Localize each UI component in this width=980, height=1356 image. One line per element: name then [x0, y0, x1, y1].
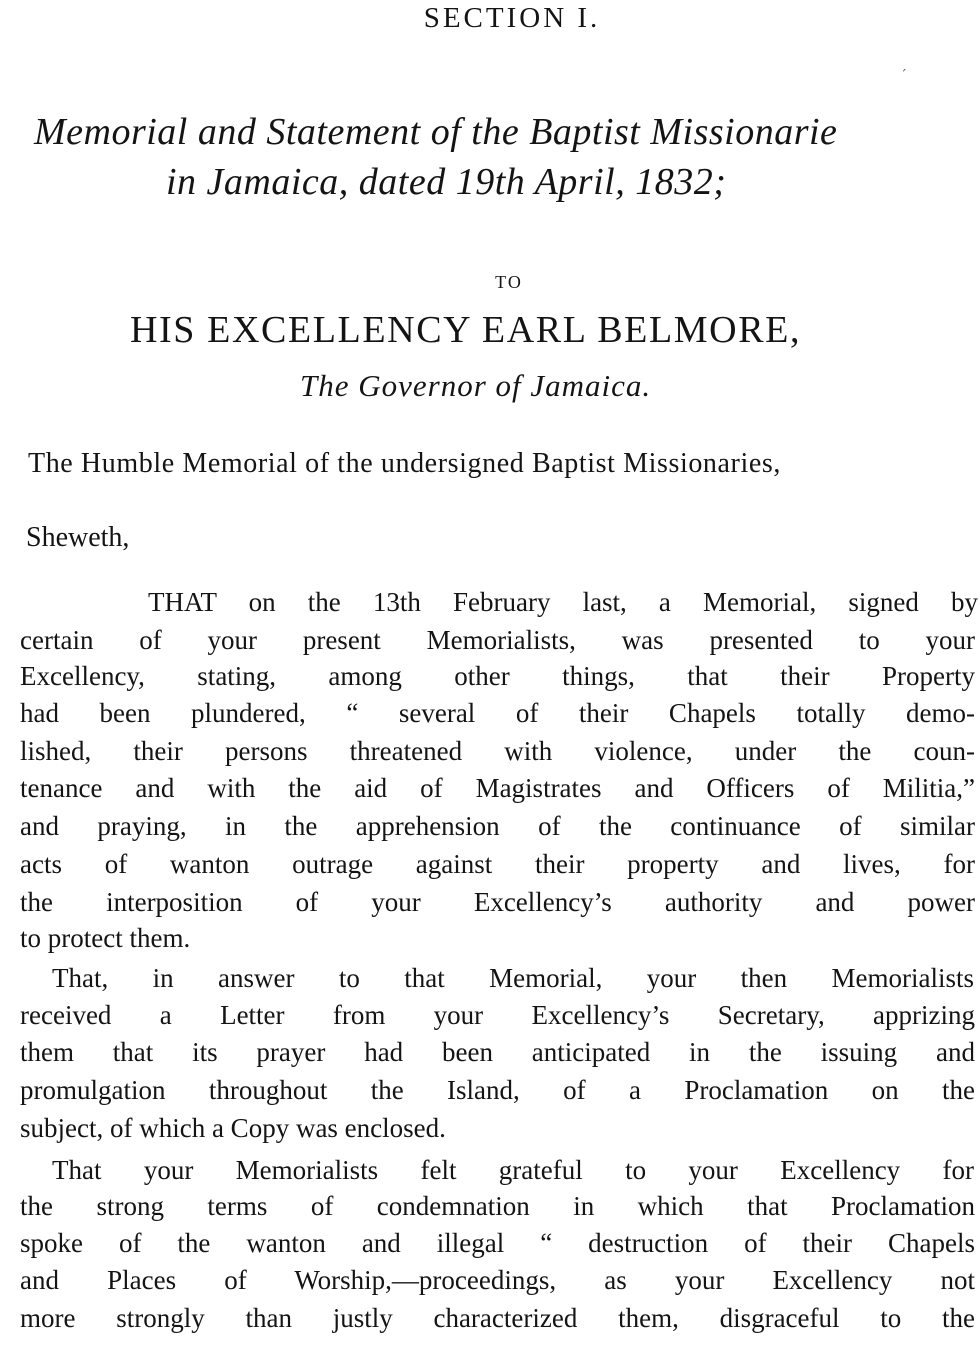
body-line: had been plundered, “ several of their Chapels totally demo-: [20, 698, 975, 728]
body-line: and Places of Worship,—proceedings, as your Excellency not: [20, 1265, 975, 1295]
title-line-1: Memorial and Statement of the Baptist Missionarie: [34, 111, 838, 153]
body-line: acts of wanton outrage against their property and lives, for: [20, 849, 975, 879]
body-line: subject, of which a Copy was enclosed.: [20, 1113, 446, 1143]
stray-ink-mark: ˊ: [900, 68, 907, 84]
body-line: tenance and with the aid of Magistrates and Officers of Militia,”: [20, 773, 975, 803]
governor-subheading: The Governor of Jamaica.: [300, 368, 652, 403]
body-line: certain of your present Memorialists, was presented to your: [20, 625, 975, 655]
section-heading: SECTION I.: [423, 2, 601, 34]
body-line: them that its prayer had been anticipated in the issuing and: [20, 1037, 975, 1067]
body-line: lished, their persons threatened with violence, under the coun-: [20, 736, 975, 766]
body-line: Excellency, stating, among other things, that their Property: [20, 661, 975, 691]
body-line: the strong terms of condemnation in which that Proclamation: [20, 1191, 975, 1221]
body-line: That your Memorialists felt grateful to your Excellency for: [52, 1155, 974, 1185]
to-label: TO: [495, 272, 523, 292]
sheweth-label: Sheweth,: [26, 522, 130, 553]
body-line: and praying, in the apprehension of the continuance of similar: [20, 811, 975, 841]
body-line: That, in answer to that Memorial, your then Memorialists: [52, 963, 974, 993]
body-line: more strongly than justly characterized them, disgraceful to the: [20, 1303, 975, 1333]
body-line: spoke of the wanton and illegal “ destruction of their Chapels: [20, 1228, 975, 1258]
body-line: received a Letter from your Excellency’s Secretary, apprizing: [20, 1000, 975, 1030]
body-line: promulgation throughout the Island, of a Proclamation on the: [20, 1075, 975, 1105]
body-line: the interposition of your Excellency’s authority and power: [20, 887, 975, 917]
body-line: to protect them.: [20, 923, 191, 953]
memorial-intro: The Humble Memorial of the undersigned Baptist Missionaries,: [28, 448, 781, 479]
body-line: THAT on the 13th February last, a Memorial, signed by: [148, 587, 978, 617]
addressee-heading: HIS EXCELLENCY EARL BELMORE,: [130, 309, 802, 351]
title-line-2: in Jamaica, dated 19th April, 1832;: [166, 161, 727, 203]
